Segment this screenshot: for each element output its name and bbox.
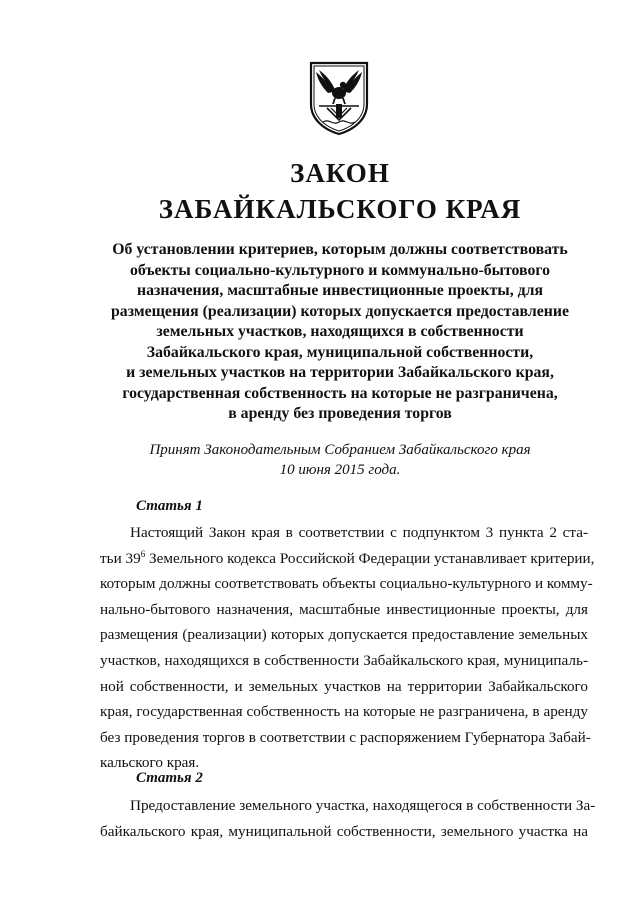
subject-line: в аренду без проведения торгов — [228, 405, 452, 422]
article-1-text — [100, 520, 595, 776]
paragraph-line: байкальского края, муниципальной собственности, земельного участка на — [100, 822, 588, 840]
adoption-note: Принят Законодательным Собранием Забайкальского края — [149, 442, 531, 458]
subject-line: размещения (реализации) которых допускается предоставление — [111, 302, 569, 320]
paragraph-line: Настоящий Закон края в соответствии с подпунктом 3 пункта 2 ста- — [130, 524, 588, 541]
subject-line: земельных участков, находящихся в собственности — [156, 323, 524, 340]
superscript: 6 — [140, 548, 146, 559]
law-subject — [90, 240, 590, 425]
paragraph-line: нально-бытового назначения, масштабные инвестиционные проекты, для — [100, 600, 588, 618]
law-region-title: ЗАБАЙКАЛЬСКОГО КРАЯ — [158, 194, 522, 224]
subject-line: объекты социально-культурного и коммунально-бытового — [129, 261, 551, 279]
subject-line: и земельных участков на территории Забайкальского края, — [126, 364, 554, 381]
paragraph-line: размещения (реализации) которых допускается предоставление земельных — [100, 626, 588, 644]
law-title: ЗАКОН — [290, 158, 390, 188]
subject-line: государственная собственность на которые не разграничена, — [122, 384, 558, 402]
paragraph-line: Предоставление земельного участка, находящегося в собственности За- — [130, 797, 596, 814]
paragraph-line: которым должны соответствовать объекты социально-культурного и комму- — [100, 575, 593, 593]
paragraph-line: края, государственная собственность на которые не разграничена, в аренду — [100, 703, 588, 721]
zabaikalsky-krai-coat-of-arms-icon — [307, 60, 371, 136]
paragraph-line: кальского края. — [100, 754, 200, 772]
subject-line: Об установлении критериев, которым должны соответствовать — [112, 241, 568, 258]
article-1-heading: Статья 1 — [136, 498, 203, 514]
paragraph-line: участков, находящихся в собственности Забайкальского края, муниципаль- — [100, 651, 588, 669]
subject-line: Забайкальского края, муниципальной собственности, — [146, 343, 534, 361]
paragraph-line: ной собственности, и земельных участков на территории Забайкальского — [100, 677, 588, 695]
article-2-text — [100, 793, 596, 844]
article-2-heading: Статья 2 — [136, 770, 203, 786]
subject-line: назначения, масштабные инвестиционные проекты, для — [136, 282, 544, 299]
paragraph-line: без проведения торгов в соответствии с распоряжением Губернатора Забай- — [100, 728, 591, 746]
adoption-date: 10 июня 2015 года. — [279, 462, 401, 478]
paragraph-line: тьи $39^6$ Земельного кодекса Российской Федерации устанавливает критерии, — [100, 548, 595, 567]
